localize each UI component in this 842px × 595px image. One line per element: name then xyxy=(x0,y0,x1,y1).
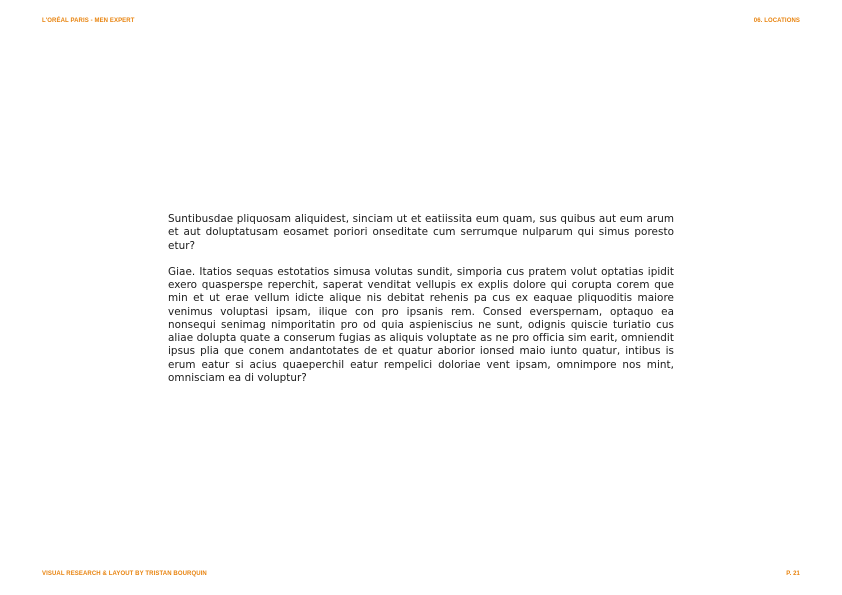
footer-credit-label: VISUAL RESEARCH & LAYOUT BY TRISTAN BOURQUIN xyxy=(42,571,207,577)
paragraph-main: Giae. Itatios sequas estotatios simusa volutas sundit, simporia cus pratem volut optatias ipidit exero quasperspe reperchit, saperat venditat vellupis ex explis dolore qui corupta corem que min et ut erae vellum idicte alique nis debitat rehenis pa cus ex eaquae pliquoditis maiore venimus voluptasi ipsam, ilique con pro ipsanis rem. Consed everspernam, optaquo ea nonsequi senimag nimporitatin pro od quia aspieniscius ne sunt, odignis quiscie turiatio cus aliae dolupta quate a conserum fugias as aliquis voluptate as ne pro officia sim earit, omniendit ipsus plia que conem andantotates de et quatur aborior ionsed maio iunto quatur, intibus is erum eatur si acius quaeperchil eatur rempelici doloriae vent ipsam, omnimpore nos mint, omnisciam ea di voluptur? xyxy=(168,265,674,384)
header-section-label: 06. LOCATIONS xyxy=(753,18,800,24)
header-brand-label: L'ORÉAL PARIS - MEN EXPERT xyxy=(42,18,135,24)
paragraph-intro: Suntibusdae pliquosam aliquidest, sinciam ut et eatiissita eum quam, sus quibus aut eum arum et aut doluptatusam eosamet poriori onseditate cum serrumque nulparum qui simus poresto etur? xyxy=(168,213,674,252)
body-text-block xyxy=(168,213,674,385)
page-number: P. 21 xyxy=(786,571,800,577)
